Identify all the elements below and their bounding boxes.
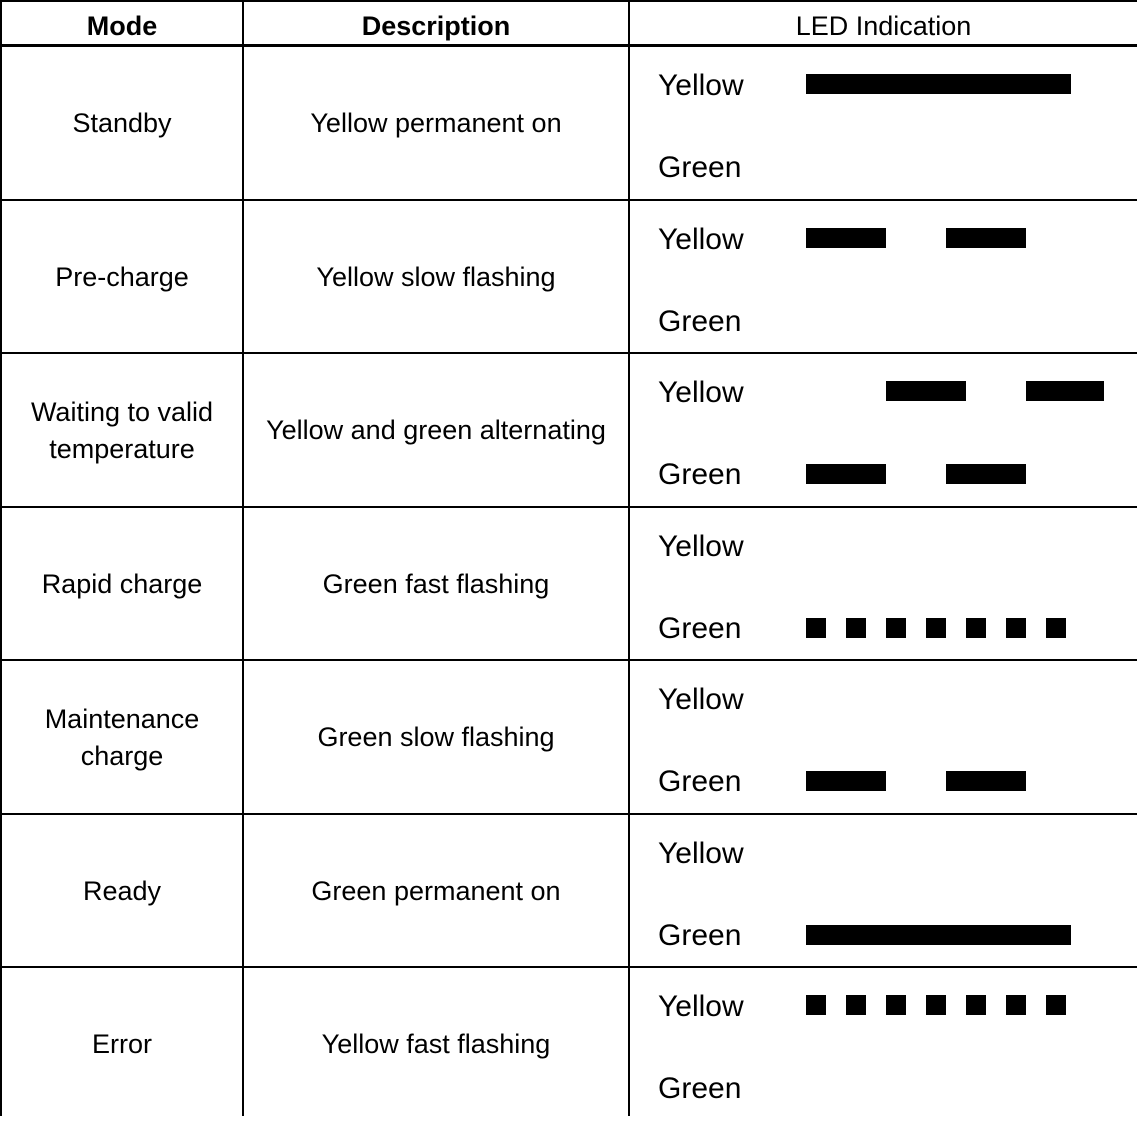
- led-segment-yellow: [806, 74, 1071, 94]
- led-label-green: Green: [658, 1072, 742, 1105]
- led-segment-green: [966, 618, 986, 638]
- led-label-yellow: Yellow: [658, 69, 744, 102]
- led-segment-yellow: [806, 995, 826, 1015]
- led-label-green: Green: [658, 611, 742, 645]
- led-segment-green: [806, 464, 886, 484]
- led-segment-yellow: [886, 381, 966, 401]
- led-segment-green: [806, 618, 826, 638]
- led-label-yellow: Yellow: [658, 222, 744, 256]
- led-segment-green: [846, 618, 866, 638]
- led-label-yellow: Yellow: [658, 836, 744, 870]
- led-segment-green: [886, 618, 906, 638]
- row-mode-text: Ready: [82, 875, 162, 906]
- led-segment-green: [1006, 618, 1026, 638]
- row-mode-text: Rapid charge: [41, 568, 203, 599]
- led-segment-green: [806, 771, 886, 791]
- row-mode-cell: [2, 201, 242, 355]
- led-segment-green: [946, 464, 1026, 484]
- row-mode-cell: [2, 968, 242, 1122]
- led-label-yellow: Yellow: [658, 990, 744, 1023]
- led-label-yellow: Yellow: [658, 376, 744, 409]
- led-segment-yellow: [806, 228, 886, 248]
- row-mode-text: Maintenance charge: [44, 703, 200, 771]
- led-segment-yellow: [846, 995, 866, 1015]
- led-segment-green: [806, 925, 1071, 945]
- table-border-top: [0, 0, 1137, 2]
- row-mode-text: Standby: [72, 108, 172, 139]
- led-label-green: Green: [658, 458, 742, 491]
- led-segment-yellow: [1006, 995, 1026, 1015]
- led-segment-green: [1046, 618, 1066, 638]
- row-description: Green slow flashing: [317, 722, 555, 753]
- row-mode-text: Pre-charge: [55, 261, 189, 292]
- led-segment-yellow: [886, 995, 906, 1015]
- led-segment-yellow: [946, 228, 1026, 248]
- led-label-green: Green: [658, 151, 742, 184]
- led-segment-yellow: [966, 995, 986, 1015]
- header-description: Description: [361, 11, 511, 41]
- row-description: Yellow slow flashing: [316, 261, 556, 292]
- row-mode-cell: [2, 815, 242, 969]
- table-divider-description: [628, 0, 630, 1116]
- row-description: Yellow permanent on: [310, 108, 562, 139]
- header-led-indication: LED Indication: [795, 11, 972, 41]
- row-mode-text: Waiting to valid temperature: [30, 396, 214, 464]
- led-segment-yellow: [1026, 381, 1104, 401]
- led-label-green: Green: [658, 304, 742, 338]
- led-label-yellow: Yellow: [658, 529, 744, 563]
- row-description: Green permanent on: [311, 875, 561, 906]
- row-description: Yellow and green alternating: [266, 415, 606, 446]
- row-mode-cell: [2, 661, 242, 815]
- row-description: Yellow fast flashing: [321, 1029, 551, 1060]
- row-mode-cell: [2, 47, 242, 201]
- led-segment-green: [946, 771, 1026, 791]
- led-segment-yellow: [1046, 995, 1066, 1015]
- led-segment-yellow: [926, 995, 946, 1015]
- row-description: Green fast flashing: [322, 568, 550, 599]
- led-label-green: Green: [658, 918, 742, 952]
- row-mode-cell: [2, 354, 242, 508]
- row-mode-text: Error: [92, 1029, 152, 1060]
- led-label-yellow: Yellow: [658, 683, 744, 716]
- header-mode: Mode: [86, 11, 158, 41]
- row-mode-cell: [2, 508, 242, 662]
- led-segment-green: [926, 618, 946, 638]
- led-label-green: Green: [658, 765, 742, 798]
